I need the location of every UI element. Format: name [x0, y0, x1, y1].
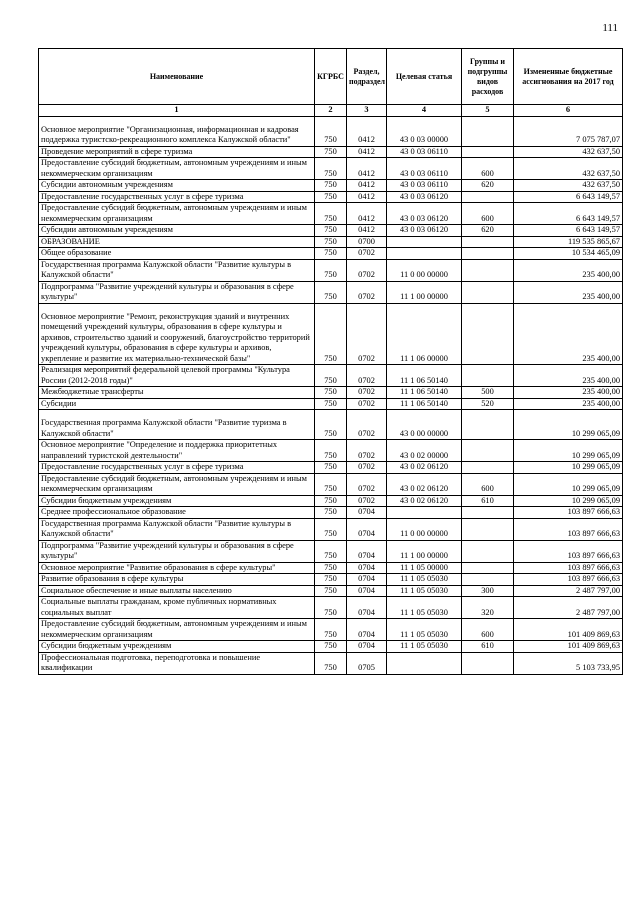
- row-amount: 7 075 787,07: [514, 116, 623, 146]
- row-kgrbs: 750: [315, 462, 347, 474]
- header-kgrbs: КГРБС: [315, 49, 347, 105]
- row-target: 43 0 03 06110: [387, 146, 462, 158]
- header-name: Наименование: [39, 49, 315, 105]
- row-kgrbs: 750: [315, 191, 347, 203]
- header-amount: Измененные бюджетные ассигнования на 2017 год: [514, 49, 623, 105]
- table-row: [39, 281, 623, 303]
- row-group: [462, 281, 514, 303]
- row-amount: 101 409 869,63: [514, 641, 623, 653]
- budget-table: [38, 48, 623, 675]
- row-amount: 6 643 149,57: [514, 203, 623, 225]
- row-group: [462, 191, 514, 203]
- row-target: 11 0 00 00000: [387, 259, 462, 281]
- table-row: [39, 303, 623, 365]
- row-name: Субсидии бюджетным учреждениям: [39, 495, 315, 507]
- column-number: 2: [315, 105, 347, 117]
- row-amount: 235 400,00: [514, 398, 623, 410]
- row-target: 11 0 00 00000: [387, 518, 462, 540]
- row-name: Подпрограмма "Развитие учреждений культуры и образования в сфере культуры": [39, 281, 315, 303]
- row-group: 600: [462, 619, 514, 641]
- row-section: 0704: [347, 574, 387, 586]
- row-section: 0704: [347, 619, 387, 641]
- row-group: 620: [462, 225, 514, 237]
- row-amount: 10 299 065,09: [514, 462, 623, 474]
- row-section: 0702: [347, 259, 387, 281]
- row-kgrbs: 750: [315, 116, 347, 146]
- row-kgrbs: 750: [315, 619, 347, 641]
- table-row: [39, 398, 623, 410]
- row-name: Профессиональная подготовка, переподготовка и повышение квалификации: [39, 652, 315, 674]
- row-section: 0702: [347, 462, 387, 474]
- row-name: Основное мероприятие "Ремонт, реконструкция зданий и внутренних помещений учреждений культуры, образования в сфере культуры и архивов, строительство зданий и сооружений, благоустройство территорий учреждений культуры, образования в сфере культуры и архивов, укрепление и развитие их материально-технической базы": [39, 303, 315, 365]
- row-name: Развитие образования в сфере культуры: [39, 574, 315, 586]
- row-section: 0704: [347, 518, 387, 540]
- row-section: 0412: [347, 116, 387, 146]
- row-target: 43 0 02 00000: [387, 440, 462, 462]
- row-group: [462, 652, 514, 674]
- column-number: 6: [514, 105, 623, 117]
- row-target: 11 1 00 00000: [387, 540, 462, 562]
- row-section: 0412: [347, 225, 387, 237]
- row-section: 0704: [347, 507, 387, 519]
- row-group: [462, 248, 514, 260]
- table-row: [39, 473, 623, 495]
- row-target: [387, 236, 462, 248]
- row-name: Основное мероприятие "Организационная, информационная и кадровая поддержка туристско-рекреационного комплекса Калужской области": [39, 116, 315, 146]
- row-name: Реализация мероприятий федеральной целевой программы "Культура России (2012-2018 годы)": [39, 365, 315, 387]
- row-target: 43 0 03 06120: [387, 191, 462, 203]
- row-amount: 10 299 065,09: [514, 440, 623, 462]
- row-section: 0704: [347, 641, 387, 653]
- table-row: [39, 191, 623, 203]
- row-kgrbs: 750: [315, 398, 347, 410]
- table-row: [39, 259, 623, 281]
- row-amount: 10 299 065,09: [514, 473, 623, 495]
- row-amount: 103 897 666,63: [514, 540, 623, 562]
- row-name: Предоставление субсидий бюджетным, автономным учреждениям и иным некоммерческим организациям: [39, 203, 315, 225]
- row-group: [462, 440, 514, 462]
- table-body: [39, 116, 623, 674]
- table-row: [39, 507, 623, 519]
- table-row: [39, 652, 623, 674]
- row-section: 0412: [347, 191, 387, 203]
- row-section: 0702: [347, 303, 387, 365]
- row-name: Государственная программа Калужской области "Развитие туризма в Калужской области": [39, 410, 315, 440]
- row-kgrbs: 750: [315, 248, 347, 260]
- row-kgrbs: 750: [315, 574, 347, 586]
- row-amount: 235 400,00: [514, 259, 623, 281]
- row-name: Государственная программа Калужской области "Развитие культуры в Калужской области": [39, 259, 315, 281]
- table-row: [39, 641, 623, 653]
- table-row: [39, 387, 623, 399]
- row-amount: 6 643 149,57: [514, 191, 623, 203]
- row-name: ОБРАЗОВАНИЕ: [39, 236, 315, 248]
- row-target: [387, 248, 462, 260]
- row-kgrbs: 750: [315, 225, 347, 237]
- table-row: [39, 518, 623, 540]
- row-section: 0704: [347, 585, 387, 597]
- row-name: Основное мероприятие "Определение и поддержка приоритетных направлений туристской деятельности": [39, 440, 315, 462]
- row-kgrbs: 750: [315, 585, 347, 597]
- row-group: [462, 303, 514, 365]
- table-row: [39, 495, 623, 507]
- row-section: 0412: [347, 158, 387, 180]
- row-section: 0700: [347, 236, 387, 248]
- table-row: [39, 158, 623, 180]
- row-section: 0702: [347, 387, 387, 399]
- row-target: 43 0 02 06120: [387, 473, 462, 495]
- row-kgrbs: 750: [315, 281, 347, 303]
- row-section: 0702: [347, 398, 387, 410]
- row-name: Среднее профессиональное образование: [39, 507, 315, 519]
- row-kgrbs: 750: [315, 203, 347, 225]
- row-kgrbs: 750: [315, 652, 347, 674]
- table-row: [39, 574, 623, 586]
- row-target: 11 1 05 05030: [387, 574, 462, 586]
- row-amount: 432 637,50: [514, 180, 623, 192]
- row-amount: 432 637,50: [514, 158, 623, 180]
- column-number-row: [39, 105, 623, 117]
- row-amount: 103 897 666,63: [514, 562, 623, 574]
- header-row: [39, 49, 623, 105]
- row-kgrbs: 750: [315, 518, 347, 540]
- row-target: 11 1 05 05030: [387, 585, 462, 597]
- table-row: [39, 180, 623, 192]
- row-target: 11 1 05 05030: [387, 641, 462, 653]
- row-target: 43 0 02 06120: [387, 495, 462, 507]
- table-row: [39, 365, 623, 387]
- row-target: 43 0 00 00000: [387, 410, 462, 440]
- table-row: [39, 585, 623, 597]
- row-group: 600: [462, 158, 514, 180]
- row-name: Предоставление государственных услуг в сфере туризма: [39, 191, 315, 203]
- row-name: Предоставление субсидий бюджетным, автономным учреждениям и иным некоммерческим организациям: [39, 158, 315, 180]
- row-amount: 10 299 065,09: [514, 495, 623, 507]
- row-kgrbs: 750: [315, 410, 347, 440]
- row-group: [462, 410, 514, 440]
- row-section: 0702: [347, 248, 387, 260]
- header-group: Группы и подгруппы видов расходов: [462, 49, 514, 105]
- row-name: Субсидии автономным учреждениям: [39, 225, 315, 237]
- column-number: 1: [39, 105, 315, 117]
- row-kgrbs: 750: [315, 158, 347, 180]
- row-target: [387, 507, 462, 519]
- row-group: [462, 540, 514, 562]
- row-amount: 10 299 065,09: [514, 410, 623, 440]
- row-target: 43 0 02 06120: [387, 462, 462, 474]
- column-number: 3: [347, 105, 387, 117]
- row-group: [462, 236, 514, 248]
- row-amount: 235 400,00: [514, 387, 623, 399]
- row-name: Предоставление государственных услуг в сфере туризма: [39, 462, 315, 474]
- header-target: Целевая статья: [387, 49, 462, 105]
- row-name: Государственная программа Калужской области "Развитие культуры в Калужской области": [39, 518, 315, 540]
- row-section: 0702: [347, 410, 387, 440]
- row-target: 43 0 03 06120: [387, 225, 462, 237]
- row-name: Межбюджетные трансферты: [39, 387, 315, 399]
- row-kgrbs: 750: [315, 507, 347, 519]
- row-group: [462, 365, 514, 387]
- row-group: [462, 574, 514, 586]
- row-group: 610: [462, 495, 514, 507]
- column-number: 4: [387, 105, 462, 117]
- row-section: 0412: [347, 146, 387, 158]
- row-section: 0704: [347, 540, 387, 562]
- table-row: [39, 236, 623, 248]
- row-amount: 5 103 733,95: [514, 652, 623, 674]
- row-target: 11 1 06 50140: [387, 365, 462, 387]
- table-row: [39, 562, 623, 574]
- row-target: 11 1 05 05030: [387, 597, 462, 619]
- row-amount: 6 643 149,57: [514, 225, 623, 237]
- row-name: Подпрограмма "Развитие учреждений культуры и образования в сфере культуры": [39, 540, 315, 562]
- row-group: [462, 518, 514, 540]
- row-amount: 2 487 797,00: [514, 585, 623, 597]
- table-row: [39, 462, 623, 474]
- row-group: [462, 146, 514, 158]
- row-target: 43 0 03 00000: [387, 116, 462, 146]
- row-name: Предоставление субсидий бюджетным, автономным учреждениям и иным некоммерческим организациям: [39, 473, 315, 495]
- row-section: 0702: [347, 473, 387, 495]
- row-section: 0702: [347, 365, 387, 387]
- row-kgrbs: 750: [315, 180, 347, 192]
- row-target: 43 0 03 06110: [387, 180, 462, 192]
- row-amount: 235 400,00: [514, 303, 623, 365]
- row-section: 0702: [347, 495, 387, 507]
- row-kgrbs: 750: [315, 495, 347, 507]
- row-kgrbs: 750: [315, 387, 347, 399]
- row-kgrbs: 750: [315, 562, 347, 574]
- table-row: [39, 540, 623, 562]
- row-group: [462, 116, 514, 146]
- header-section: Раздел, подраздел: [347, 49, 387, 105]
- row-name: Основное мероприятие "Развитие образования в сфере культуры": [39, 562, 315, 574]
- page-number: 111: [602, 22, 618, 34]
- row-target: [387, 652, 462, 674]
- row-kgrbs: 750: [315, 440, 347, 462]
- row-group: [462, 259, 514, 281]
- row-group: 500: [462, 387, 514, 399]
- row-amount: 103 897 666,63: [514, 518, 623, 540]
- table-row: [39, 410, 623, 440]
- table-row: [39, 597, 623, 619]
- table-row: [39, 619, 623, 641]
- column-number: 5: [462, 105, 514, 117]
- row-kgrbs: 750: [315, 303, 347, 365]
- row-target: 43 0 03 06120: [387, 203, 462, 225]
- row-kgrbs: 750: [315, 236, 347, 248]
- row-section: 0704: [347, 597, 387, 619]
- row-amount: 235 400,00: [514, 281, 623, 303]
- row-kgrbs: 750: [315, 597, 347, 619]
- row-name: Субсидии бюджетным учреждениям: [39, 641, 315, 653]
- row-group: [462, 562, 514, 574]
- row-group: 600: [462, 473, 514, 495]
- row-kgrbs: 750: [315, 473, 347, 495]
- row-amount: 119 535 865,67: [514, 236, 623, 248]
- row-name: Общее образование: [39, 248, 315, 260]
- row-group: 520: [462, 398, 514, 410]
- row-group: 610: [462, 641, 514, 653]
- table-row: [39, 116, 623, 146]
- row-section: 0705: [347, 652, 387, 674]
- row-amount: 432 637,50: [514, 146, 623, 158]
- row-kgrbs: 750: [315, 641, 347, 653]
- row-target: 11 1 06 50140: [387, 398, 462, 410]
- row-section: 0704: [347, 562, 387, 574]
- row-section: 0702: [347, 440, 387, 462]
- row-name: Субсидии автономным учреждениям: [39, 180, 315, 192]
- row-target: 11 1 05 00000: [387, 562, 462, 574]
- row-target: 43 0 03 06110: [387, 158, 462, 180]
- row-amount: 101 409 869,63: [514, 619, 623, 641]
- row-group: 300: [462, 585, 514, 597]
- row-section: 0412: [347, 180, 387, 192]
- row-group: [462, 507, 514, 519]
- row-kgrbs: 750: [315, 259, 347, 281]
- row-name: Проведение мероприятий в сфере туризма: [39, 146, 315, 158]
- row-target: 11 1 06 50140: [387, 387, 462, 399]
- row-target: 11 1 00 00000: [387, 281, 462, 303]
- table-row: [39, 225, 623, 237]
- table-row: [39, 146, 623, 158]
- row-amount: 2 487 797,00: [514, 597, 623, 619]
- row-name: Социальное обеспечение и иные выплаты населению: [39, 585, 315, 597]
- row-target: 11 1 05 05030: [387, 619, 462, 641]
- row-target: 11 1 06 00000: [387, 303, 462, 365]
- row-amount: 103 897 666,63: [514, 574, 623, 586]
- table-row: [39, 440, 623, 462]
- table-row: [39, 248, 623, 260]
- row-amount: 10 534 465,09: [514, 248, 623, 260]
- row-name: Предоставление субсидий бюджетным, автономным учреждениям и иным некоммерческим организациям: [39, 619, 315, 641]
- row-group: 320: [462, 597, 514, 619]
- row-kgrbs: 750: [315, 365, 347, 387]
- row-group: 620: [462, 180, 514, 192]
- row-section: 0702: [347, 281, 387, 303]
- row-name: Субсидии: [39, 398, 315, 410]
- row-amount: 235 400,00: [514, 365, 623, 387]
- row-kgrbs: 750: [315, 540, 347, 562]
- row-kgrbs: 750: [315, 146, 347, 158]
- row-name: Социальные выплаты гражданам, кроме публичных нормативных социальных выплат: [39, 597, 315, 619]
- table-row: [39, 203, 623, 225]
- row-amount: 103 897 666,63: [514, 507, 623, 519]
- row-group: 600: [462, 203, 514, 225]
- row-section: 0412: [347, 203, 387, 225]
- row-group: [462, 462, 514, 474]
